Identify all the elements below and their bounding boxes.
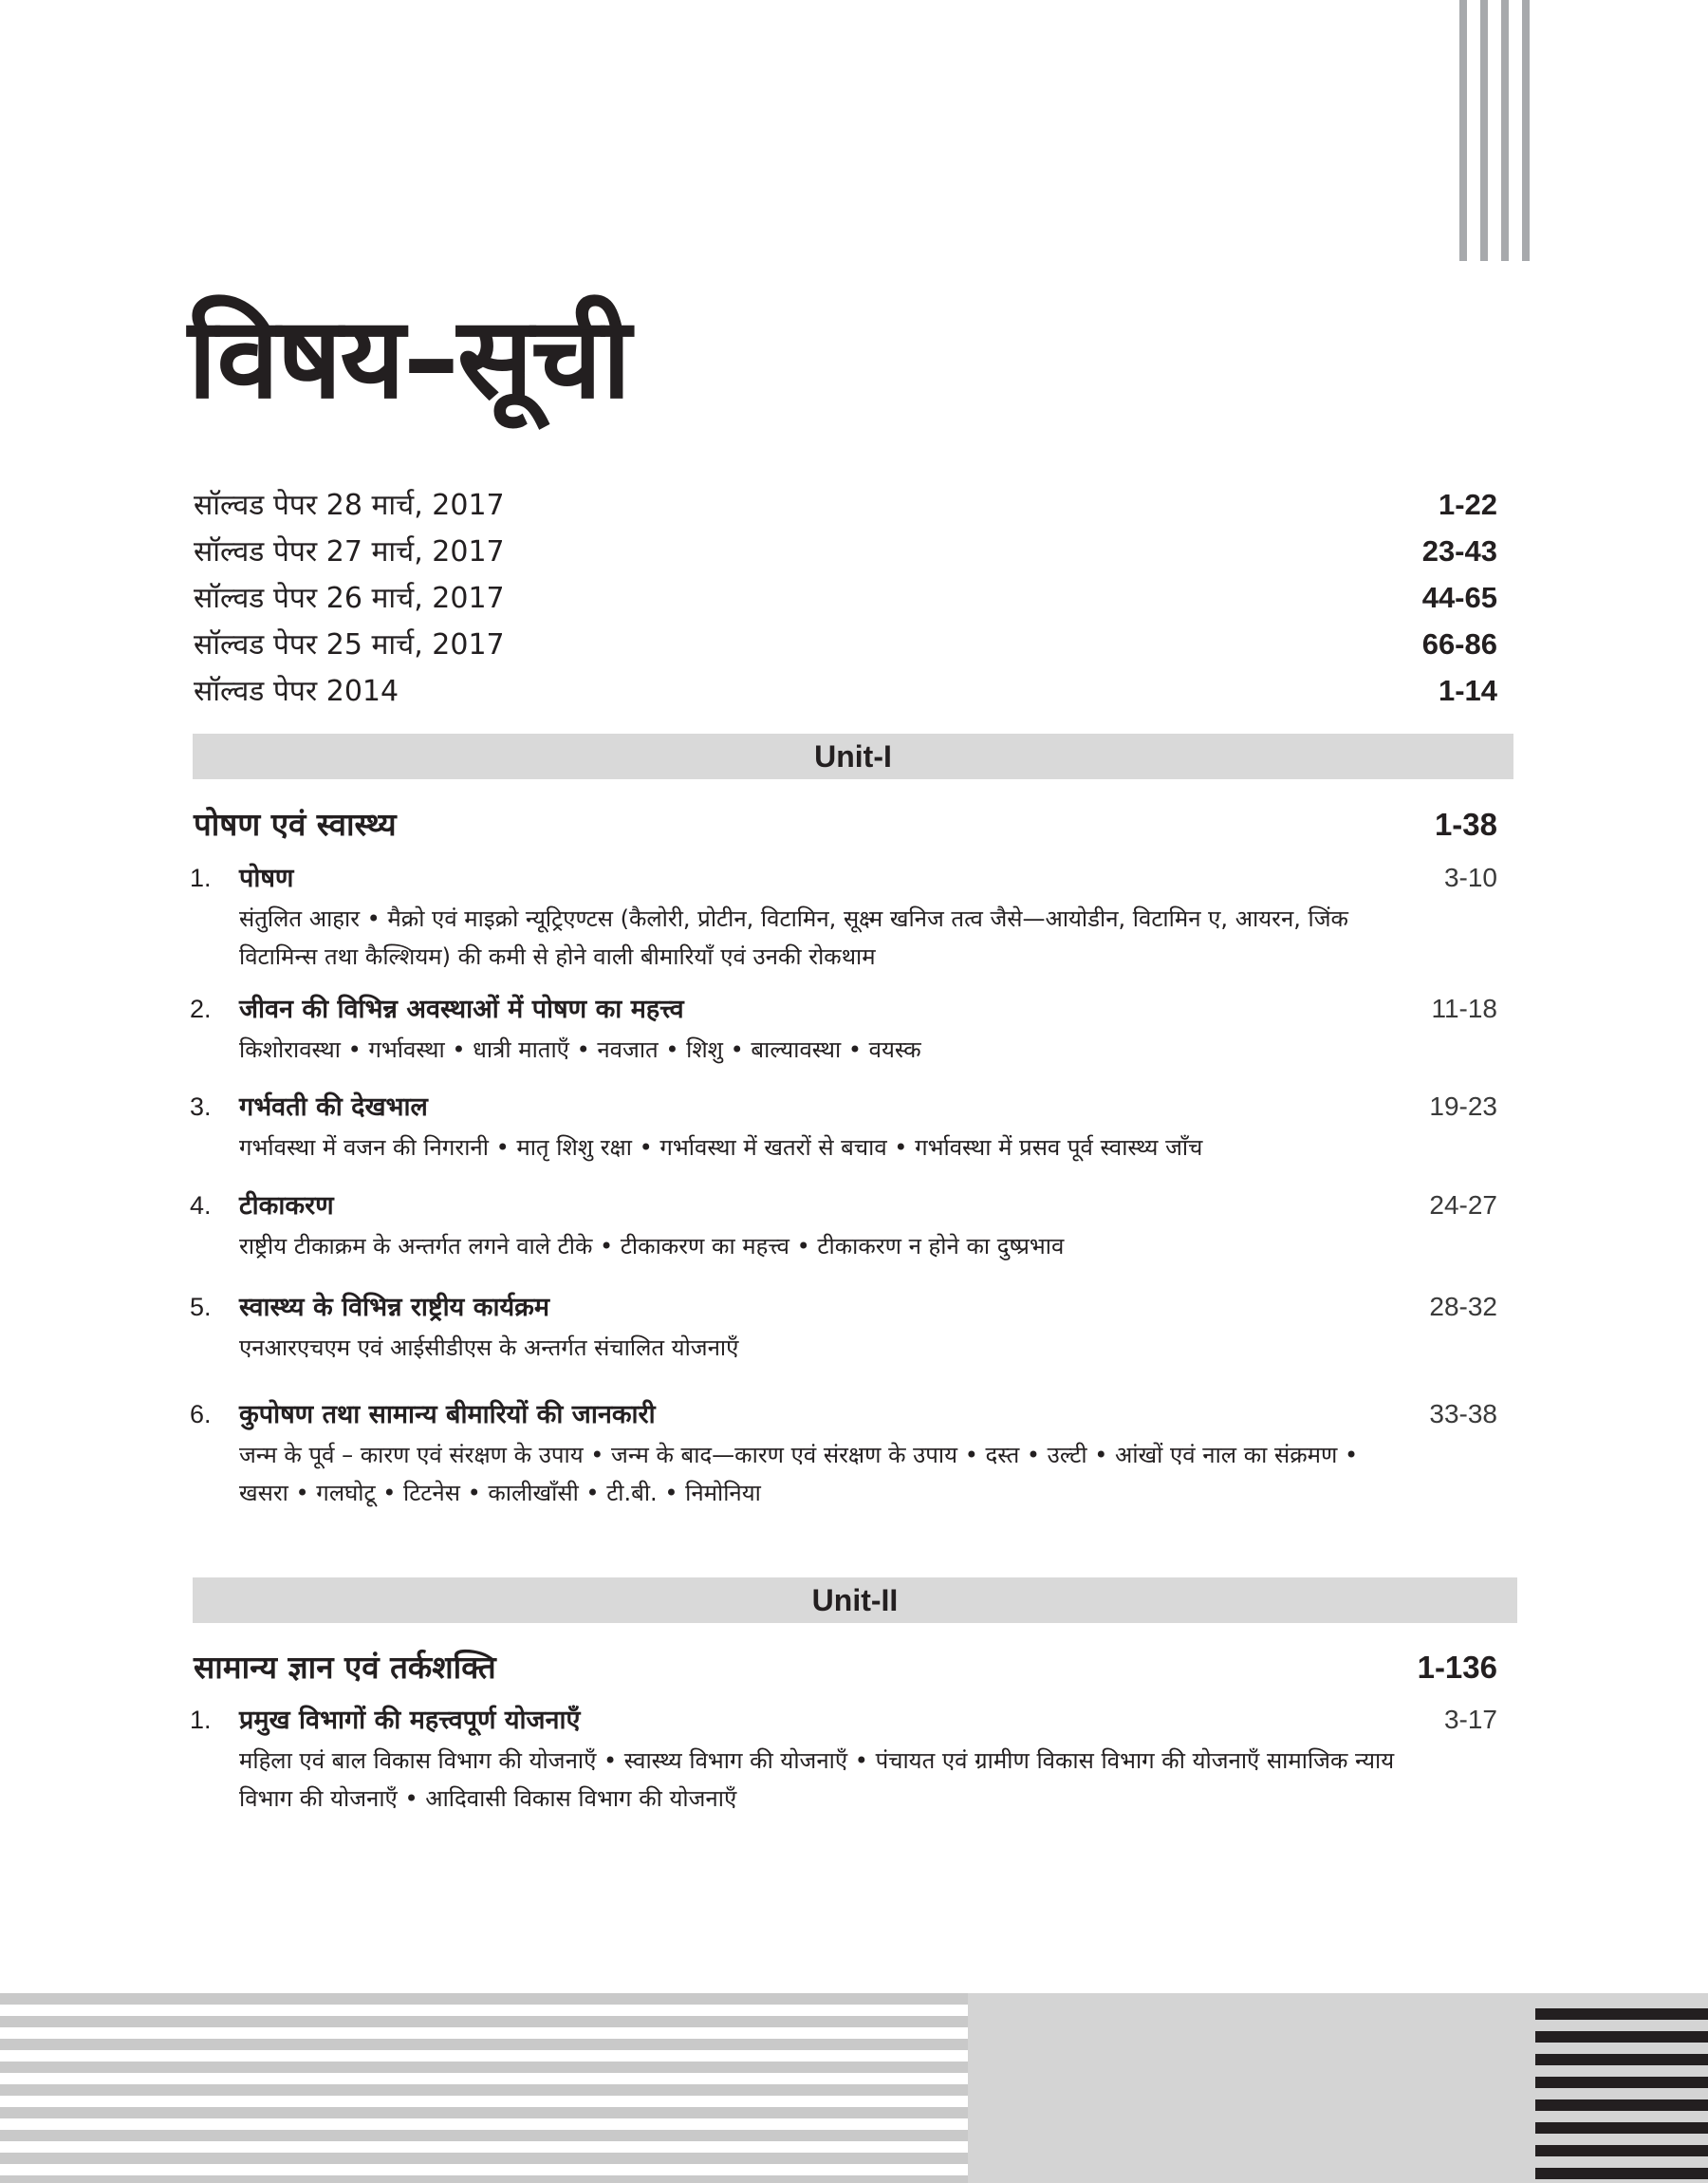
topic-title: जीवन की विभिन्न अवस्थाओं में पोषण का महत्त्व [239, 995, 684, 1024]
unit-1-header [193, 734, 1513, 779]
section-title: सामान्य ज्ञान एवं तर्कशक्ति [194, 1649, 496, 1686]
topic-pages: 19-23 [1429, 1092, 1497, 1121]
decorative-vertical-bars [1459, 0, 1541, 261]
topic-description: एनआरएचएम एवं आईसीडीएस के अन्तर्गत संचालित योजनाएँ [239, 1334, 739, 1361]
topic-number: 5. [190, 1293, 212, 1321]
paper-pages: 66-86 [1421, 627, 1497, 661]
topic-title: टीकाकरण [239, 1191, 334, 1221]
topic-item [190, 1701, 1497, 1818]
topic-number: 6. [190, 1400, 212, 1428]
list-item [194, 624, 1497, 670]
topic-item [190, 1186, 1497, 1265]
topic-description: किशोरावस्था • गर्भावस्था • धात्री माताएँ • नवजात • शिशु • बाल्यावस्था • वयस्क [239, 1036, 921, 1063]
topic-description: संतुलित आहार • मैक्रो एवं माइक्रो न्यूट्रिएण्टस (कैलोरी, प्रोटीन, विटामिन, सूक्ष्म खनिज तत्व जैसे—आयोडीन, विटामिन ए, आयरन, जिंक विटामिन्स तथा कैल्शियम) की कमी से होने वाली बीमारियाँ एवं उनकी रोकथाम [239, 905, 1348, 970]
topic-item [190, 859, 1497, 976]
topic-item [190, 1395, 1497, 1512]
decorative-horizontal-stripes [0, 1993, 968, 2183]
paper-label: सॉल्वड पेपर 27 मार्च, 2017 [194, 535, 505, 569]
topic-title: कुपोषण तथा सामान्य बीमारियों की जानकारी [239, 1400, 656, 1429]
topic-pages: 24-27 [1429, 1190, 1497, 1220]
paper-pages: 1-14 [1438, 674, 1497, 707]
paper-label: सॉल्वड पेपर 25 मार्च, 2017 [194, 628, 505, 662]
topic-description: गर्भावस्था में वजन की निगरानी • मातृ शिशु रक्षा • गर्भावस्था में खतरों से बचाव • गर्भावस्था में प्रसव पूर्व स्वास्थ्य जाँच [239, 1134, 1203, 1161]
topic-pages: 3-17 [1443, 1705, 1497, 1734]
topic-number: 1. [190, 1706, 212, 1734]
topic-number: 3. [190, 1092, 212, 1121]
topic-item [190, 990, 1497, 1069]
topic-title: गर्भवती की देखभाल [239, 1092, 428, 1122]
topic-title: स्वास्थ्य के विभिन्न राष्ट्रीय कार्यक्रम [239, 1293, 549, 1322]
list-item [194, 577, 1497, 624]
topic-number: 2. [190, 995, 212, 1023]
unit-2-label: Unit-II [811, 1582, 899, 1617]
unit-1-section-heading [194, 802, 1497, 845]
list-item [194, 531, 1497, 577]
topic-pages: 3-10 [1443, 863, 1497, 892]
paper-label: सॉल्वड पेपर 28 मार्च, 2017 [194, 489, 505, 522]
paper-pages: 1-22 [1438, 488, 1497, 521]
topic-description: राष्ट्रीय टीकाक्रम के अन्तर्गत लगने वाले टीके • टीकाकरण का महत्त्व • टीकाकरण न होने का दुष्प्रभाव [239, 1233, 1065, 1259]
paper-pages: 23-43 [1421, 534, 1497, 568]
solved-papers-list [194, 484, 1497, 717]
paper-label: सॉल्वड पेपर 26 मार्च, 2017 [194, 582, 505, 615]
topic-number: 4. [190, 1191, 212, 1220]
topic-pages: 11-18 [1431, 994, 1497, 1023]
topic-pages: 28-32 [1429, 1292, 1497, 1321]
topic-title: पोषण [239, 864, 294, 893]
topic-number: 1. [190, 864, 212, 892]
topic-pages: 33-38 [1429, 1399, 1497, 1428]
topic-item [190, 1288, 1497, 1367]
paper-pages: 44-65 [1421, 581, 1497, 614]
list-item [194, 484, 1497, 531]
paper-label: सॉल्वड पेपर 2014 [194, 675, 399, 708]
section-title: पोषण एवं स्वास्थ्य [194, 806, 397, 843]
topic-title: प्रमुख विभागों की महत्त्वपूर्ण योजनाएँ [239, 1706, 581, 1735]
decorative-black-stripes [1535, 2008, 1708, 2183]
section-pages: 1-136 [1417, 1650, 1497, 1685]
section-pages: 1-38 [1434, 807, 1497, 842]
topic-description: महिला एवं बाल विकास विभाग की योजनाएँ • स्वास्थ्य विभाग की योजनाएँ • पंचायत एवं ग्रामीण विकास विभाग की योजनाएँ सामाजिक न्याय विभाग की योजनाएँ • आदिवासी विकास विभाग की योजनाएँ [239, 1747, 1395, 1812]
topic-item [190, 1088, 1497, 1166]
topic-description: जन्म के पूर्व – कारण एवं संरक्षण के उपाय • जन्म के बाद—कारण एवं संरक्षण के उपाय • दस्त • उल्टी • आंखों एवं नाल का संक्रमण • खसरा • गलघोटू • टिटनेस • कालीखाँसी • टी.बी. • निमोनिया [239, 1442, 1359, 1506]
unit-2-section-heading [194, 1645, 1497, 1688]
unit-2-header [193, 1577, 1517, 1623]
unit-1-label: Unit-I [814, 738, 892, 774]
page-title: विषय–सूची [188, 292, 630, 423]
list-item [194, 670, 1497, 717]
